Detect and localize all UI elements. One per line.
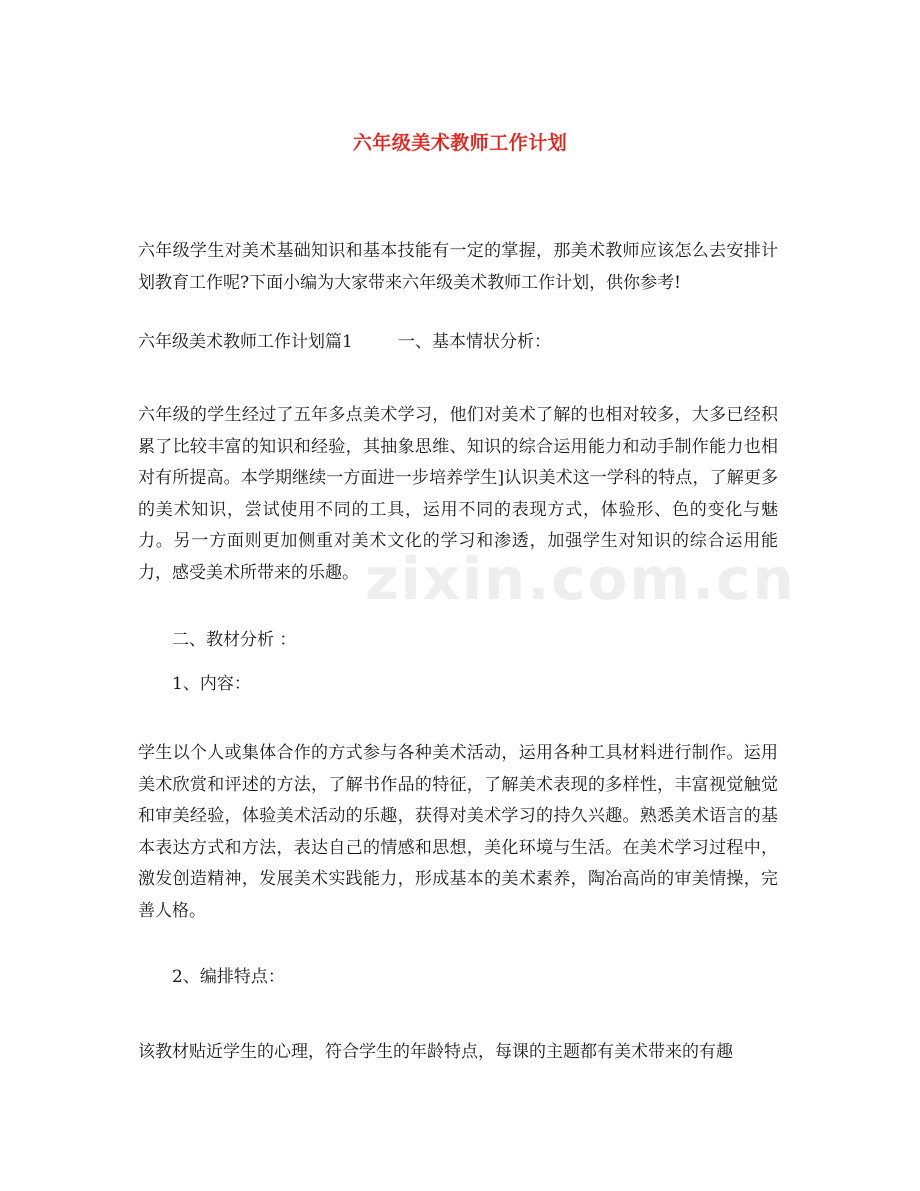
section-heading-basic-analysis: 一、基本情状分析： bbox=[398, 332, 551, 352]
basic-analysis-paragraph: 六年级的学生经过了五年多点美术学习，他们对美术了解的也相对较多，大多已经积累了比较丰富的知识和经验，其抽象思维、知识的综合运用能力和动手制作能力也相对有所提高。本学期继续一方面进一步培养学生]认识美术这一学科的特点，了解更多的美术知识，尝试使用不同的工具，运用不同的表现方式，体验形、色的变化与魅力。另一方面则更加侧重对美术文化的学习和渗透，加强学生对知识的综合运用能力，感受美术所带来的乐趣。 bbox=[138, 405, 778, 583]
content-paragraph: 学生以个人或集体合作的方式参与各种美术活动，运用各种工具材料进行制作。运用美术欣赏和评述的方法，了解书作品的特征，了解美术表现的多样性，丰富视觉触觉和审美经验，体验美术活动的乐趣，获得对美术学习的持久兴趣。熟悉美术语言的基本表达方式和方法，表达自己的情感和思想，美化环境与生活。在美术学习过程中，激发创造精神，发展美术实践能力，形成基本的美术素养，陶冶高尚的审美情操，完善人格。 bbox=[138, 743, 778, 921]
heading-features: 2、编排特点： bbox=[172, 967, 285, 987]
watermark-text: zixin.com.cn bbox=[365, 545, 796, 613]
intro-paragraph: 六年级学生对美术基础知识和基本技能有一定的掌握，那美术教师应该怎么去安排计划教育工作呢?下面小编为大家带来六年级美术教师工作计划，供你参考! bbox=[138, 241, 778, 293]
heading-content: 1、内容： bbox=[172, 674, 251, 694]
document-title: 六年级美术教师工作计划 bbox=[352, 132, 568, 154]
features-paragraph: 该教材贴近学生的心理，符合学生的年龄特点，每课的主题都有美术带来的有趣 bbox=[138, 1042, 733, 1062]
heading-materials-analysis: 二、教材分析 ： bbox=[172, 630, 297, 650]
section-heading-left: 六年级美术教师工作计划篇1 bbox=[138, 332, 353, 352]
